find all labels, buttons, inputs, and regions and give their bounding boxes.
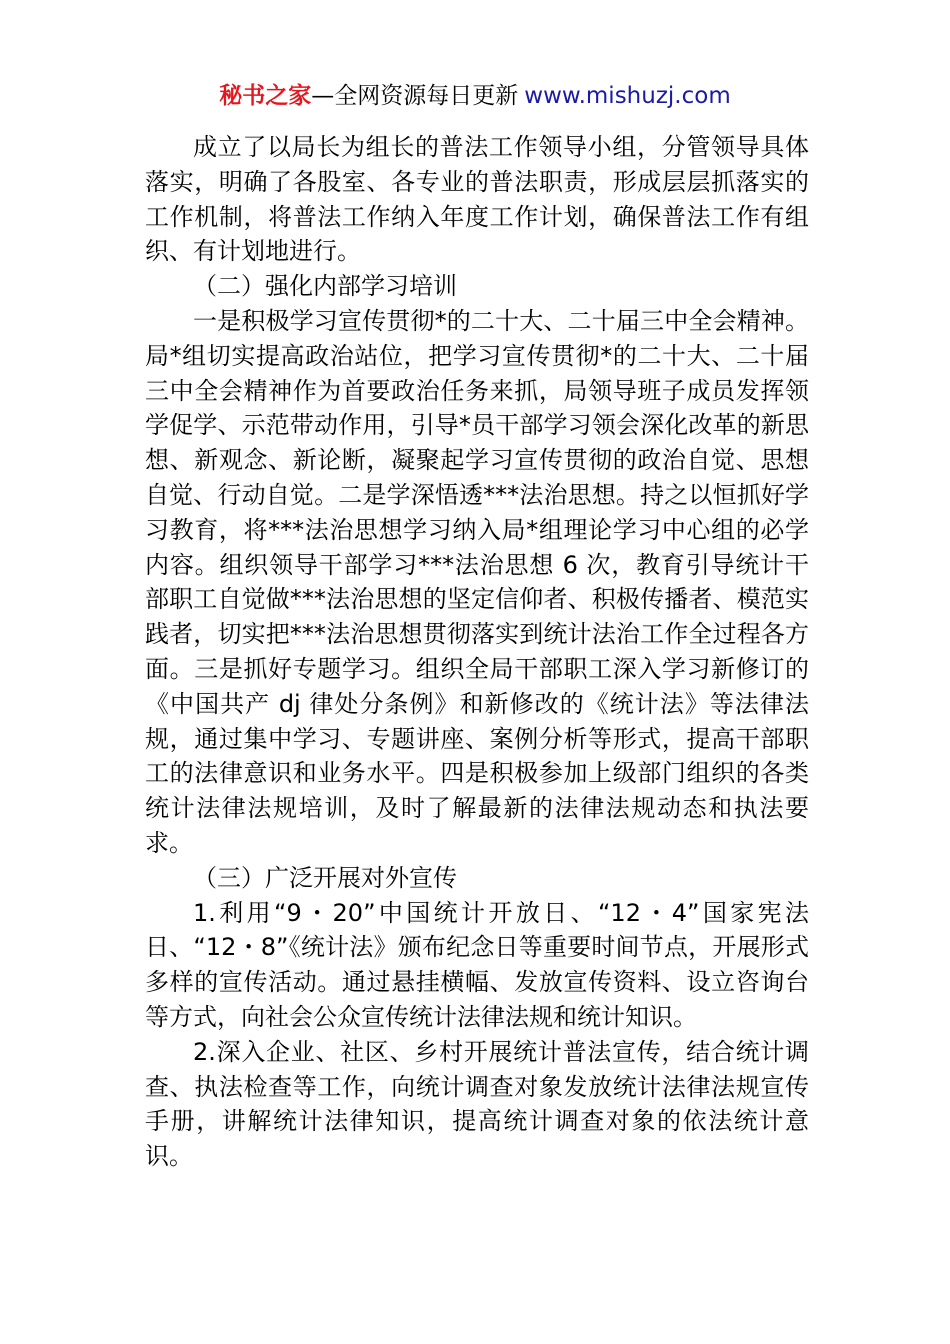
section-heading-3: （三）广泛开展对外宣传 <box>193 863 457 892</box>
paragraph-item-2: 2.深入企业、社区、乡村开展统计普法宣传，结合统计调查、执法检查等工作，向统计调查对象发放统计法律法规宣传手册，讲解统计法律知识，提高统计调查对象的依法统计意识。 <box>145 1037 809 1171</box>
section-heading-2: （二）强化内部学习培训 <box>193 272 457 301</box>
site-url-link[interactable]: www.mishuzj.com <box>524 83 731 109</box>
document-body <box>145 130 809 1174</box>
site-tagline: —全网资源每日更新 <box>311 83 519 109</box>
paragraph-intro: 成立了以局长为组长的普法工作领导小组，分管领导具体落实，明确了各股室、各专业的普法职责，形成层层抓落实的工作机制，将普法工作纳入年度工作计划，确保普法工作有组织、有计划地进行。 <box>145 133 809 266</box>
paragraph-item-1: 1.利用“9・20”中国统计开放日、“12・4”国家宪法日、“12・8”《统计法》颁布纪念日等重要时间节点，开展形式多样的宣传活动。通过悬挂横幅、发放宣传资料、设立咨询台等方式，向社会公众宣传统计法律法规和统计知识。 <box>145 898 809 1031</box>
site-brand: 秘书之家 <box>219 83 312 109</box>
paragraph-internal-training: 一是积极学习宣传贯彻*的二十大、二十届三中全会精神。局*组切实提高政治站位，把学习宣传贯彻*的二十大、二十届三中全会精神作为首要政治任务来抓，局领导班子成员发挥领学促学、示范带动作用，引导*员干部学习领会深化改革的新思想、新观念、新论断，凝聚起学习宣传贯彻的政治自觉、思想自觉、行动自觉。二是学深悟透***法治思想。持之以恒抓好学习教育，将***法治思想学习纳入局*组理论学习中心组的必学内容。组织领导干部学习***法治思想 6 次，教育引导统计干部职工自觉做***法治思想的坚定信仰者、积极传播者、模范实践者，切实把***法治思想贯彻落实到统计法治工作全过程各方面。三是抓好专题学习。组织全局干部职工深入学习新修订的《中国共产 dj 律处分条例》和新修改的《统计法》等法律法规，通过集中学习、专题讲座、案例分析等形式，提高干部职工的法律意识和业务水平。四是积极参加上级部门组织的各类统计法律法规培训，及时了解最新的法律法规动态和执法要求。 <box>145 306 809 857</box>
site-header <box>0 78 950 114</box>
